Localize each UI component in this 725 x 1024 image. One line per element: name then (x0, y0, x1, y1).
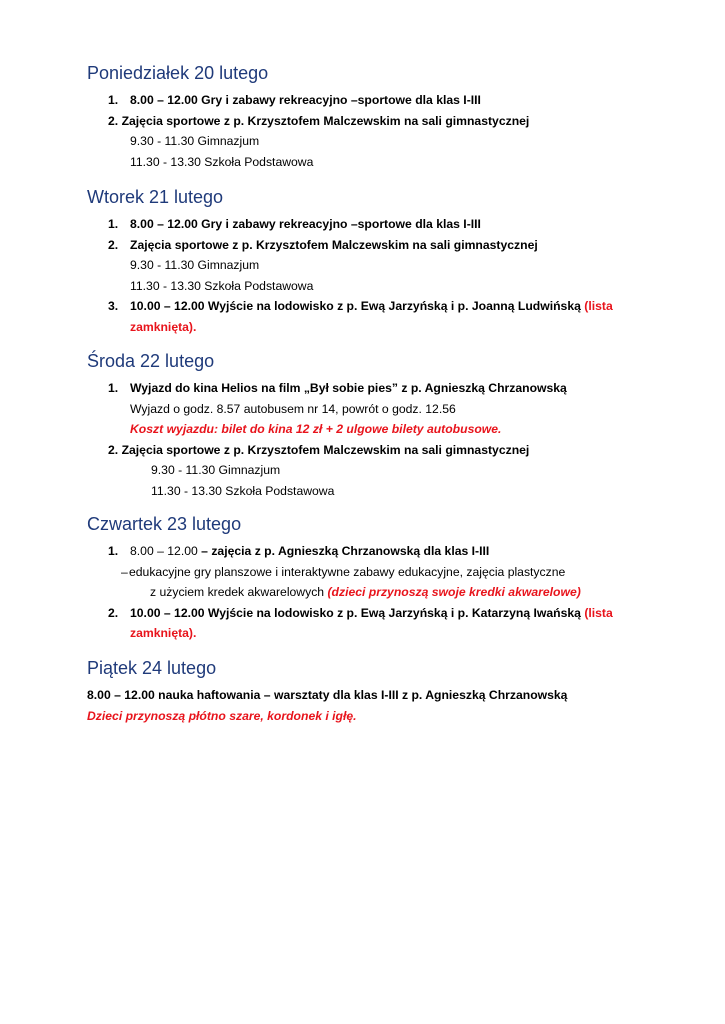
schedule-line: 11.30 - 13.30 Szkoła Podstawowa (130, 154, 314, 169)
day-section-wednesday (87, 350, 687, 501)
activity-line: 8.00 – 12.00 nauka haftowania – warsztaty dla klas I-III z p. Agnieszką Chrzanowską (87, 688, 568, 702)
bullet-item (87, 562, 687, 583)
day-section-thursday (87, 513, 687, 644)
list-number: 1. (108, 381, 119, 395)
list-number: 2. (108, 113, 119, 128)
list-item (87, 90, 687, 111)
schedule-line: 9.30 - 11.30 Gimnazjum (130, 258, 260, 272)
cost-note: Koszt wyjazdu: bilet do kina 12 zł + 2 ulgowe bilety autobusowe. (130, 422, 502, 436)
list-item-text: 8.00 – 12.00 Gry i zabawy rekreacyjno –sportowe dla klas I-III (130, 217, 481, 231)
list-item (87, 296, 687, 317)
list-item-text: 10.00 – 12.00 Wyjście na lodowisko z p. Ewą Jarzyńską i p. Katarzyną Iwańską (130, 605, 581, 620)
list-item (87, 111, 687, 132)
list-item-text: Zajęcia sportowe z p. Krzysztofem Malczewskim na sali gimnastycznej (121, 442, 530, 457)
list-number: 2. (108, 442, 119, 457)
status-note: zamknięta). (130, 626, 197, 640)
list-number: 1. (108, 544, 119, 558)
dash-bullet: – (121, 564, 128, 579)
list-number: 1. (108, 217, 119, 231)
time-range: 8.00 – 12.00 (130, 544, 198, 558)
list-item-text: – zajęcia z p. Agnieszką Chrzanowską dla klas I-III (197, 544, 490, 558)
schedule-line: 11.30 - 13.30 Szkoła Podstawowa (151, 483, 335, 498)
bullet-text: edukacyjne gry planszowe i interaktywne zabawy edukacyjne, zajęcia plastyczne (129, 564, 566, 579)
status-note: zamknięta). (130, 319, 197, 334)
schedule-line: 9.30 - 11.30 Gimnazjum (151, 463, 281, 477)
status-note: (lista (584, 605, 613, 620)
day-section-tuesday (87, 186, 687, 337)
list-item-text: 10.00 – 12.00 Wyjście na lodowisko z p. Ewą Jarzyńską i p. Joanną Ludwińską (130, 299, 581, 313)
list-item-text: 8.00 – 12.00 Gry i zabawy rekreacyjno –sportowe dla klas I-III (130, 93, 481, 107)
list-item (87, 214, 687, 235)
list-item-text: Zajęcia sportowe z p. Krzysztofem Malczewskim na sali gimnastycznej (130, 237, 538, 252)
list-number: 1. (108, 93, 119, 107)
bullet-text: z użyciem kredek akwarelowych (150, 585, 325, 599)
list-item (87, 235, 687, 256)
list-number: 3. (108, 299, 119, 313)
status-note: (lista (584, 299, 613, 313)
list-number: 2. (108, 237, 119, 252)
detail-line: Wyjazd o godz. 8.57 autobusem nr 14, powrót o godz. 12.56 (130, 401, 456, 416)
day-title: Czwartek 23 lutego (87, 514, 242, 534)
list-item-text: Zajęcia sportowe z p. Krzysztofem Malczewskim na sali gimnastycznej (121, 113, 530, 128)
day-section-friday (87, 657, 687, 726)
schedule-line: 9.30 - 11.30 Gimnazjum (130, 134, 260, 148)
list-item (87, 378, 687, 399)
list-item (87, 603, 687, 624)
bullet-item-continued (87, 582, 687, 603)
day-title: Środa 22 lutego (87, 351, 215, 371)
day-title: Poniedziałek 20 lutego (87, 63, 269, 83)
supplies-note: (dzieci przynoszą swoje kredki akwarelowe) (327, 585, 581, 599)
list-item-text: Wyjazd do kina Helios na film „Był sobie pies” z p. Agnieszką Chrzanowską (130, 381, 567, 395)
schedule-line: 11.30 - 13.30 Szkoła Podstawowa (130, 278, 314, 293)
list-item (87, 440, 687, 461)
supplies-note: Dzieci przynoszą płótno szare, kordonek i igłę. (87, 708, 357, 723)
list-item (87, 541, 687, 562)
day-title: Piątek 24 lutego (87, 658, 217, 678)
list-number: 2. (108, 605, 119, 620)
day-title: Wtorek 21 lutego (87, 187, 224, 207)
day-section-monday (87, 62, 687, 172)
